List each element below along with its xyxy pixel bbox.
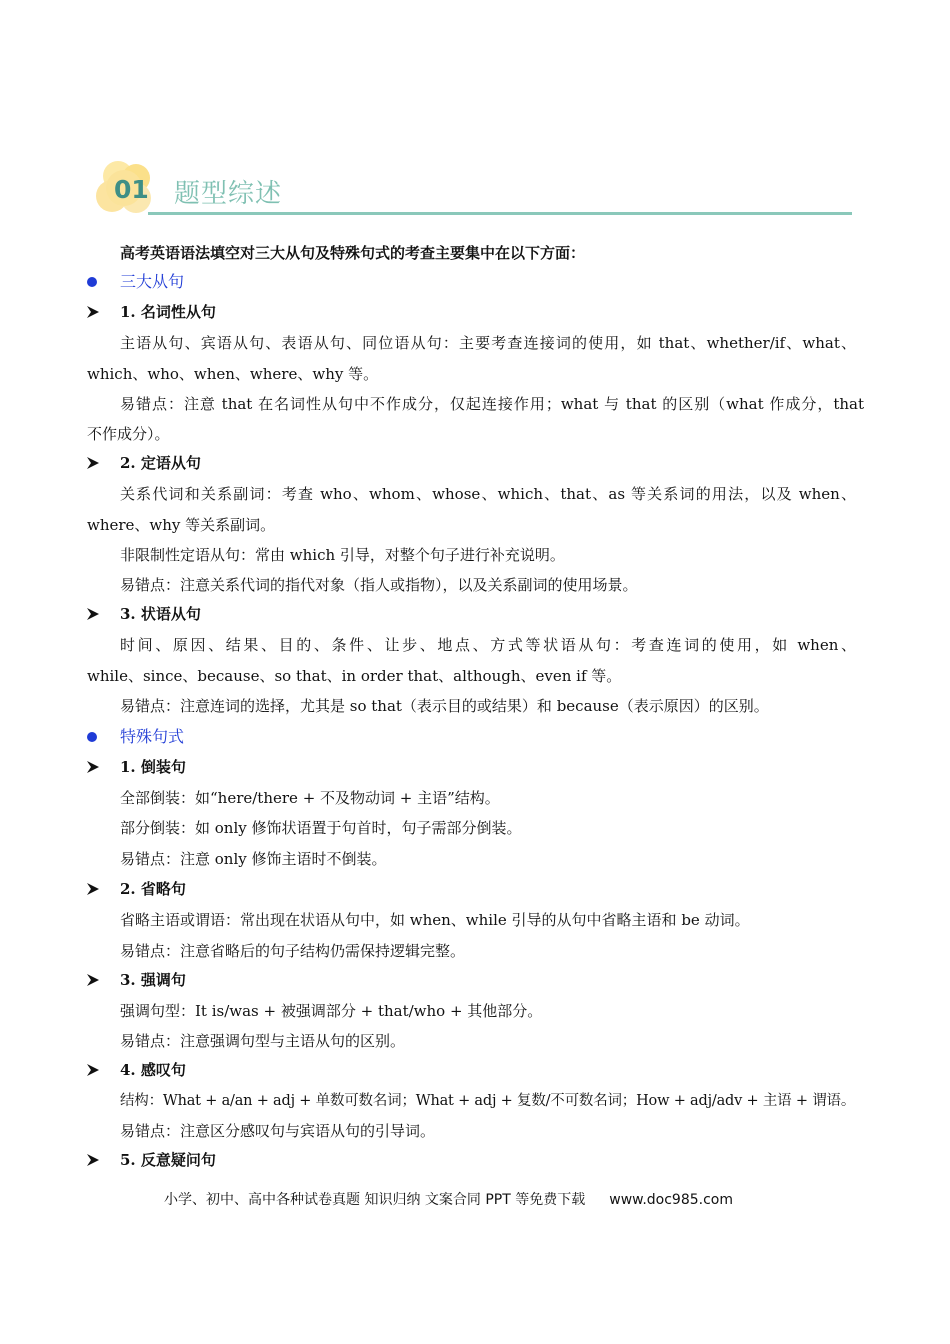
arrow-bullet-icon (86, 760, 100, 774)
heading-special: 特殊句式 (120, 727, 185, 746)
arrow-bullet-icon (86, 882, 100, 896)
tag-question-title: 5. 反意疑问句 (120, 1151, 216, 1169)
ellipsis-p1: 省略主语或谓语：常出现在状语从句中，如 when、while 引导的从句中省略主语和 be 动词。 (120, 911, 750, 929)
inversion-p1: 全部倒装：如“here/there + 不及物动词 + 主语”结构。 (120, 789, 500, 807)
arrow-bullet-icon (86, 456, 100, 470)
exclamation-title: 4. 感叹句 (120, 1061, 186, 1079)
footer-url[interactable]: www.doc985.com (609, 1192, 733, 1208)
adverbial-clause-p2: 易错点：注意连词的选择，尤其是 so that（表示目的或结果）和 because（表示原因）的区别。 (120, 697, 769, 715)
inversion-p2: 部分倒装：如 only 修饰状语置于句首时，句子需部分倒装。 (120, 819, 522, 837)
section-header (92, 156, 852, 218)
emphasis-p1: 强调句型：It is/was + 被强调部分 + that/who + 其他部分。 (120, 1002, 543, 1020)
arrow-bullet-icon (86, 305, 100, 319)
ellipsis-p2: 易错点：注意省略后的句子结构仍需保持逻辑完整。 (120, 942, 466, 960)
adverbial-clause-title: 3. 状语从句 (120, 605, 201, 623)
adverbial-clause-p1b: while、since、because、so that、in order that、although、even if 等。 (87, 667, 622, 685)
attributive-clause-p3: 易错点：注意关系代词的指代对象（指人或指物），以及关系副词的使用场景。 (120, 576, 638, 594)
ellipsis-title: 2. 省略句 (120, 880, 186, 898)
page-footer (164, 1190, 733, 1210)
emphasis-p2: 易错点：注意强调句型与主语从句的区别。 (120, 1032, 406, 1050)
exclamation-p2: 易错点：注意区分感叹句与宾语从句的引导词。 (120, 1122, 436, 1140)
heading-clauses: 三大从句 (120, 272, 185, 291)
attributive-clause-title: 2. 定语从句 (120, 454, 201, 472)
bullet-dot-icon (87, 732, 97, 742)
attributive-clause-p1a: 关系代词和关系副词：考查 who、whom、whose、which、that、as 等关系词的用法，以及 when、 (120, 485, 856, 503)
arrow-bullet-icon (86, 1153, 100, 1167)
bullet-dot-icon (87, 277, 97, 287)
footer-text: 小学、初中、高中各种试卷真题 知识归纳 文案合同 PPT 等免费下载 (164, 1192, 586, 1208)
section-divider (148, 212, 852, 215)
inversion-title: 1. 倒装句 (120, 758, 186, 776)
section-title: 题型综述 (174, 179, 283, 209)
intro-text: 高考英语语法填空对三大从句及特殊句式的考查主要集中在以下方面： (120, 244, 586, 262)
noun-clause-p2b: 不作成分）。 (87, 425, 170, 443)
attributive-clause-p1b: where、why 等关系副词。 (87, 516, 276, 534)
arrow-bullet-icon (86, 973, 100, 987)
exclamation-p1: 结构：What + a/an + adj + 单数可数名词；What + adj + 复数/不可数名词；How + adj/adv + 主语 + 谓语。 (120, 1093, 856, 1109)
emphasis-title: 3. 强调句 (120, 971, 186, 989)
noun-clause-p2a: 易错点：注意 that 在名词性从句中不作成分，仅起连接作用；what 与 that 的区别（what 作成分，that (120, 395, 864, 413)
arrow-bullet-icon (86, 607, 100, 621)
adverbial-clause-p1a: 时间、原因、结果、目的、条件、让步、地点、方式等状语从句：考查连词的使用，如 when、 (120, 636, 856, 654)
noun-clause-p1b: which、who、when、where、why 等。 (87, 365, 379, 383)
arrow-bullet-icon (86, 1063, 100, 1077)
noun-clause-p1a: 主语从句、宾语从句、表语从句、同位语从句：主要考查连接词的使用，如 that、whether/if、what、 (120, 334, 856, 352)
noun-clause-title: 1. 名词性从句 (120, 303, 216, 321)
attributive-clause-p2: 非限制性定语从句：常由 which 引导，对整个句子进行补充说明。 (120, 546, 565, 564)
inversion-p3: 易错点：注意 only 修饰主语时不倒装。 (120, 850, 387, 868)
section-number: 01 (114, 175, 149, 204)
